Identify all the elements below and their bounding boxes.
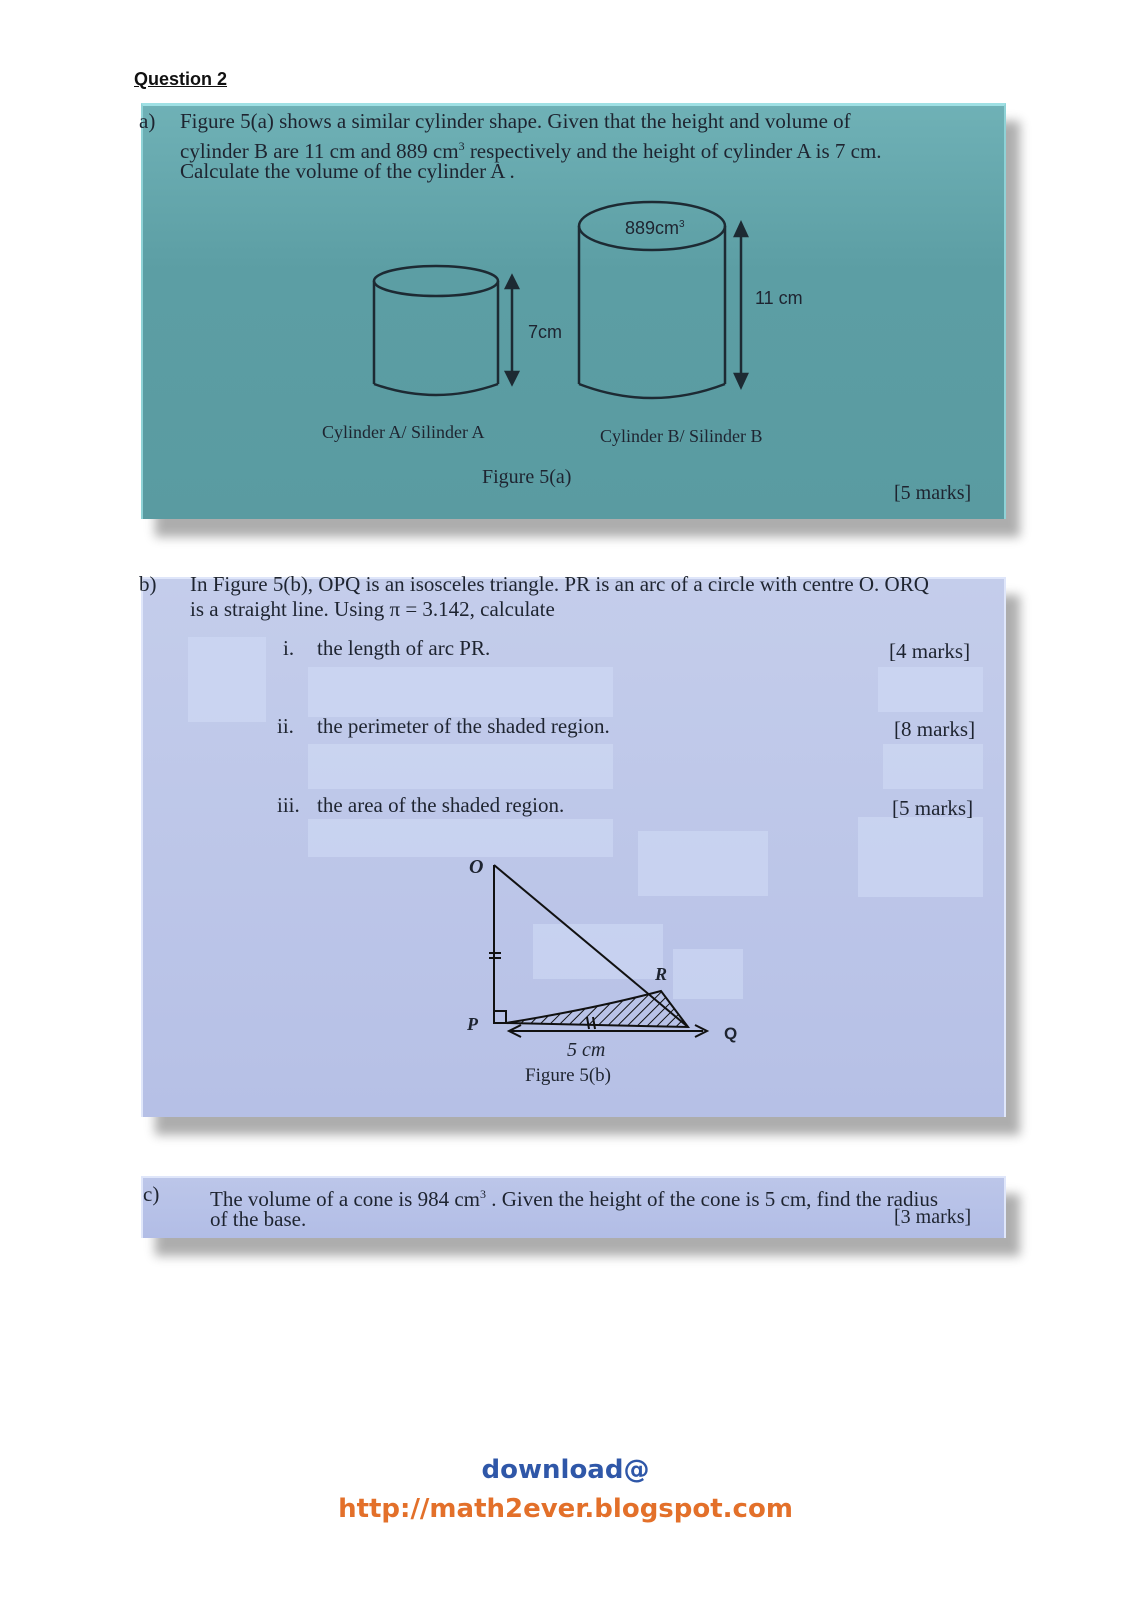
point-q-label: Q bbox=[724, 1024, 738, 1043]
figure-5b-caption: Figure 5(b) bbox=[525, 1065, 612, 1086]
height-b-label: 11 cm bbox=[755, 288, 803, 308]
base-length-label: 5 cm bbox=[567, 1039, 606, 1061]
figure-5a-caption: Figure 5(a) bbox=[482, 466, 572, 488]
height-a-label: 7cm bbox=[528, 322, 563, 342]
cylinder-a-shape bbox=[374, 266, 498, 395]
volume-b-sup: 3 bbox=[679, 219, 685, 230]
volume-b-label bbox=[625, 218, 685, 239]
point-p-label: P bbox=[467, 1014, 478, 1034]
volume-b-value: 889cm bbox=[625, 218, 680, 238]
part-a-line-2-post: respectively and the height of cylinder A is 7 cm. bbox=[464, 139, 882, 163]
footer-link[interactable]: http://math2ever.blogspot.com bbox=[338, 1494, 793, 1524]
item-i-text: the length of arc PR. bbox=[317, 636, 491, 660]
part-a-line-2-pre: cylinder B are 11 cm and 889 cm bbox=[180, 139, 459, 163]
height-b-arrow bbox=[735, 223, 747, 387]
question-title: Question 2 bbox=[134, 69, 228, 89]
part-c-line-1-post: . Given the height of the cone is 5 cm, find the radius bbox=[486, 1187, 938, 1211]
part-b-letter: b) bbox=[139, 572, 157, 596]
height-a-arrow bbox=[506, 276, 518, 384]
item-iii-text: the area of the shaded region. bbox=[317, 793, 565, 817]
part-a-line-3: Calculate the volume of the cylinder A . bbox=[180, 159, 515, 183]
item-ii-text: the perimeter of the shaded region. bbox=[317, 714, 610, 738]
part-a-line-1: Figure 5(a) shows a similar cylinder shape. Given that the height and volume of bbox=[180, 109, 851, 133]
part-a-letter: a) bbox=[139, 109, 156, 133]
point-r-label: R bbox=[655, 964, 668, 984]
item-ii-number: ii. bbox=[277, 714, 294, 738]
part-b-line-2: is a straight line. Using π = 3.142, calculate bbox=[190, 597, 555, 621]
part-c-marks: [3 marks] bbox=[894, 1206, 972, 1228]
right-angle-mark bbox=[494, 1011, 506, 1023]
item-i-number: i. bbox=[283, 636, 295, 660]
shaded-region bbox=[506, 991, 688, 1027]
part-b-panel bbox=[139, 572, 1006, 1117]
part-c-line-1 bbox=[210, 1181, 938, 1212]
part-b-line-1: In Figure 5(b), OPQ is an isosceles triangle. PR is an arc of a circle with centre O. ORQ bbox=[190, 572, 929, 596]
cylinder-b-caption: Cylinder B/ Silinder B bbox=[600, 426, 763, 446]
footer-download-text: download@ bbox=[481, 1455, 650, 1485]
item-iii-number: iii. bbox=[277, 793, 300, 817]
part-a-line-2-sup: 3 bbox=[458, 139, 465, 153]
part-c-panel bbox=[141, 1176, 1006, 1238]
part-c-line-1-sup: 3 bbox=[480, 1187, 487, 1201]
item-iii-marks: [5 marks] bbox=[892, 796, 974, 820]
part-a-panel bbox=[141, 103, 1006, 519]
part-a-marks: [5 marks] bbox=[894, 482, 972, 504]
cylinder-a-caption: Cylinder A/ Silinder A bbox=[322, 422, 485, 442]
item-i-marks: [4 marks] bbox=[889, 639, 971, 663]
point-o-label: O bbox=[469, 856, 484, 878]
part-c-line-2: of the base. bbox=[210, 1207, 307, 1231]
item-ii-marks: [8 marks] bbox=[894, 717, 976, 741]
part-c-letter: c) bbox=[143, 1182, 160, 1206]
cylinders-figure bbox=[143, 106, 1004, 519]
part-c-line-1-pre: The volume of a cone is 984 cm bbox=[210, 1187, 481, 1211]
triangle-figure bbox=[143, 579, 1004, 1117]
